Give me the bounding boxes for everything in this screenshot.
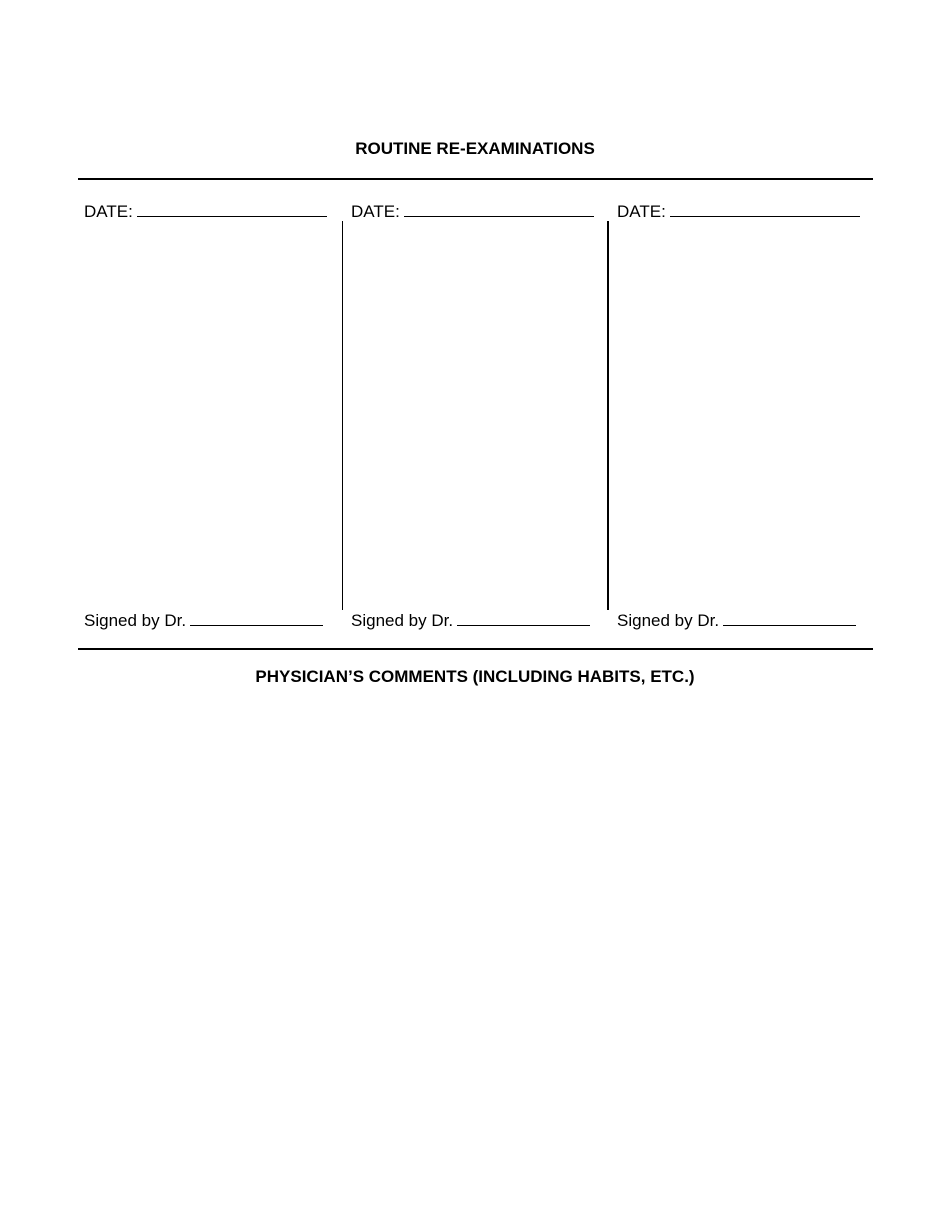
signature-input-1[interactable] (190, 609, 323, 626)
date-label: DATE: (84, 202, 133, 221)
signature-input-2[interactable] (457, 609, 590, 626)
column-divider (607, 221, 609, 610)
date-input-1[interactable] (137, 200, 327, 217)
date-label: DATE: (351, 202, 400, 221)
signed-label: Signed by Dr. (84, 611, 187, 630)
comments-title: PHYSICIAN’S COMMENTS (INCLUDING HABITS, ETC.) (255, 667, 695, 686)
date-input-3[interactable] (670, 200, 860, 217)
date-input-2[interactable] (404, 200, 594, 217)
column-divider (342, 221, 343, 610)
signature-input-3[interactable] (723, 609, 856, 626)
signature-field-1 (84, 609, 323, 631)
date-field-3 (617, 200, 860, 222)
date-field-2 (351, 200, 594, 222)
signature-field-3 (617, 609, 856, 631)
date-field-1 (84, 200, 327, 222)
signed-label: Signed by Dr. (351, 611, 454, 630)
signed-label: Signed by Dr. (617, 611, 720, 630)
bottom-divider (78, 648, 873, 650)
comments-area[interactable] (78, 700, 873, 1140)
top-divider (78, 178, 873, 180)
signature-field-2 (351, 609, 590, 631)
date-label: DATE: (617, 202, 666, 221)
page-title: ROUTINE RE-EXAMINATIONS (355, 139, 595, 158)
